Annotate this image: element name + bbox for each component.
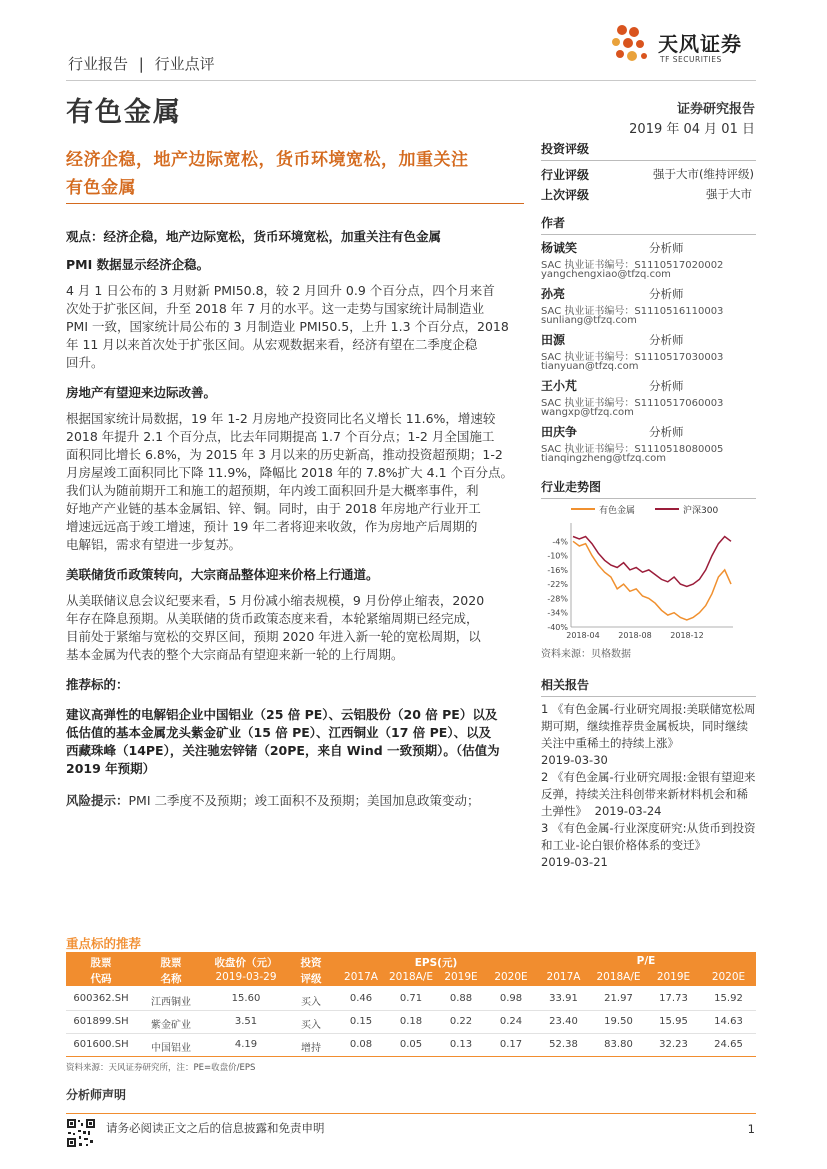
related-item-date: 2019-03-30 bbox=[541, 753, 608, 767]
section-picks-text bbox=[66, 706, 524, 778]
section-picks-title: 推荐标的： bbox=[66, 677, 129, 692]
cell-eps: 0.46 bbox=[349, 993, 373, 1004]
hdr-year: 2020E bbox=[711, 971, 746, 983]
cell-pe: 23.40 bbox=[549, 1016, 578, 1027]
y-tick-label: -10% bbox=[547, 551, 568, 561]
hdr-pe: P/E bbox=[636, 955, 656, 967]
table-divider bbox=[66, 1010, 756, 1011]
rating-value: 强于大市 bbox=[706, 187, 752, 201]
section-fed-title: 美联储货币政策转向，大宗商品整体迎来价格上行通道。 bbox=[66, 567, 379, 582]
cell-pe: 24.65 bbox=[714, 1039, 743, 1050]
series-line bbox=[573, 541, 731, 620]
paragraph-line: 目前处于紧缩与宽松的交界区间，预期 2020 年进入新一轮的宽松周期，以 bbox=[66, 629, 481, 644]
header-divider bbox=[66, 80, 756, 81]
viewpoint bbox=[66, 228, 524, 246]
logo-name-cn: 天风证券 bbox=[658, 32, 742, 56]
risk-label: 风险提示： bbox=[66, 793, 129, 808]
paragraph-line: 2019 年预期） bbox=[66, 761, 156, 776]
hdr-price1: 收盘价（元） bbox=[214, 957, 278, 969]
cell-eps: 0.24 bbox=[499, 1016, 523, 1027]
qr-code-icon bbox=[66, 1118, 96, 1148]
author-name: 田源 bbox=[541, 333, 566, 347]
paragraph-line: 西藏珠峰（14PE），关注驰宏锌锗（20PE，来自 Wind 一致预期）。（估值为 bbox=[66, 743, 500, 758]
rating-key: 上次评级 bbox=[541, 188, 590, 202]
related-item[interactable] bbox=[541, 769, 756, 820]
breadcrumb bbox=[68, 53, 215, 74]
related-head: 相关报告 bbox=[541, 676, 756, 697]
cell-eps: 0.13 bbox=[449, 1039, 473, 1050]
author-email[interactable]: wangxp@tfzq.com bbox=[541, 407, 634, 418]
cell-eps: 0.17 bbox=[499, 1039, 523, 1050]
author-entry bbox=[541, 239, 756, 285]
hdr-year: 2019E bbox=[444, 971, 478, 983]
paragraph-line: 我们认为随前期开工和施工的超预期，年内竣工面积回升是大概率事件，利 bbox=[66, 483, 479, 498]
cell-code: 600362.SH bbox=[73, 993, 129, 1004]
table-note: 资料来源：天风证券研究所，注：PE=收盘价/EPS bbox=[66, 1063, 256, 1073]
stocks-table bbox=[66, 952, 756, 1052]
cell-pe: 32.23 bbox=[659, 1039, 688, 1050]
cell-eps: 0.15 bbox=[349, 1016, 373, 1027]
section-fed-text bbox=[66, 592, 524, 664]
trend-chart-box bbox=[541, 478, 756, 660]
related-item-title[interactable]: 2 《有色金属-行业研究周报:金银有望迎来反弹，持续关注科创带来新材料机会和稀土弹性》 bbox=[541, 770, 756, 818]
chart-source: 资料来源：贝格数据 bbox=[541, 649, 631, 660]
y-tick-label: -40% bbox=[547, 623, 568, 632]
rating-key: 行业评级 bbox=[541, 168, 590, 182]
author-cert: SAC 执业证书编号：S1110517020002 bbox=[541, 260, 724, 271]
hdr-code1: 股票 bbox=[90, 957, 112, 969]
chart-title: 行业走势图 bbox=[541, 478, 756, 499]
section-property-title: 房地产有望迎来边际改善。 bbox=[66, 385, 217, 400]
cell-eps: 0.22 bbox=[449, 1016, 473, 1027]
hdr-year: 2018A/E bbox=[596, 971, 641, 983]
authors-box bbox=[541, 214, 756, 469]
rating-head: 投资评级 bbox=[541, 140, 756, 161]
cell-eps: 0.05 bbox=[399, 1039, 423, 1050]
x-tick-label: 2018-04 bbox=[566, 631, 600, 640]
section-pmi-title: PMI 数据显示经济企稳。 bbox=[66, 257, 210, 272]
cell-name: 江西铜业 bbox=[151, 997, 191, 1008]
hdr-year: 2017A bbox=[546, 971, 581, 983]
paragraph-line: 电解铝，需求有望进一步复苏。 bbox=[66, 537, 242, 552]
author-role: 分析师 bbox=[649, 333, 684, 347]
related-item[interactable] bbox=[541, 820, 756, 871]
cell-pe: 33.91 bbox=[549, 993, 578, 1004]
y-tick-label: -34% bbox=[547, 608, 568, 618]
rating-row bbox=[541, 164, 756, 184]
x-tick-label: 2018-08 bbox=[618, 631, 652, 640]
report-label: 证券研究报告 bbox=[676, 102, 755, 117]
cell-rating: 增持 bbox=[301, 1043, 321, 1054]
cell-price: 3.51 bbox=[234, 1016, 258, 1027]
y-tick-label: -22% bbox=[547, 580, 568, 590]
viewpoint-text: 经济企稳，地产边际宽松，货币环境宽松，加重关注有色金属 bbox=[103, 229, 442, 244]
cell-eps: 0.18 bbox=[399, 1016, 423, 1027]
author-email[interactable]: sunliang@tfzq.com bbox=[541, 315, 637, 326]
author-entry bbox=[541, 377, 756, 423]
x-tick-label: 2018-12 bbox=[670, 631, 704, 640]
author-role: 分析师 bbox=[649, 425, 684, 439]
paragraph-line: PMI 一致，国家统计局公布的 3 月制造业 PMI50.5，上升 1.3 个百分点，2018 bbox=[66, 319, 509, 334]
paragraph-line: 月房屋竣工面积同比下降 11.9%，降幅比 2018 年的 7.8%扩大 4.1 个百分点。 bbox=[66, 465, 513, 480]
author-role: 分析师 bbox=[649, 241, 684, 255]
viewpoint-label: 观点： bbox=[66, 229, 104, 244]
paragraph-line: 次处于扩张区间，升至 2018 年 7 月的水平。这一走势与国家统计局制造业 bbox=[66, 301, 485, 316]
trend-chart bbox=[541, 501, 756, 641]
cell-eps: 0.08 bbox=[349, 1039, 373, 1050]
cell-eps: 0.98 bbox=[499, 993, 523, 1004]
author-cert: SAC 执业证书编号：S1110516110003 bbox=[541, 306, 724, 317]
author-email[interactable]: tianqingzheng@tfzq.com bbox=[541, 453, 666, 464]
headline-line1: 经济企稳，地产边际宽松，货币环境宽松，加重关注 bbox=[66, 150, 469, 170]
paragraph-line: 年存在降息预期。从美联储的货币政策态度来看，本轮紧缩周期已经完成， bbox=[66, 611, 479, 626]
related-item-title[interactable]: 3 《有色金属-行业深度研究:从货币到投资和工业-论白银价格体系的变迁》 bbox=[541, 821, 756, 852]
cell-price: 15.60 bbox=[231, 993, 261, 1004]
paragraph-line: 回升。 bbox=[66, 355, 104, 370]
cell-pe: 19.50 bbox=[604, 1016, 633, 1027]
author-role: 分析师 bbox=[649, 379, 684, 393]
risk-note bbox=[66, 792, 524, 810]
rating-value: 强于大市(维持评级) bbox=[653, 167, 754, 181]
author-role: 分析师 bbox=[649, 287, 684, 301]
section-property-text bbox=[66, 410, 524, 554]
cell-pe: 83.80 bbox=[604, 1039, 633, 1050]
breadcrumb-sep: | bbox=[138, 55, 144, 73]
hdr-name1: 股票 bbox=[160, 957, 182, 969]
related-box bbox=[541, 676, 756, 871]
legend-label: 沪深300 bbox=[683, 506, 719, 516]
headline-line2: 有色金属 bbox=[66, 178, 136, 198]
related-item[interactable] bbox=[541, 701, 756, 769]
hdr-price2: 2019-03-29 bbox=[215, 971, 277, 983]
page-title: 有色金属 bbox=[66, 97, 182, 128]
cell-rating: 买入 bbox=[301, 1020, 321, 1031]
hdr-year: 2019E bbox=[656, 971, 691, 983]
logo-mark-icon bbox=[608, 22, 652, 66]
cell-eps: 0.88 bbox=[449, 993, 473, 1004]
hdr-rating1: 投资 bbox=[300, 957, 322, 969]
cell-name: 中国铝业 bbox=[151, 1043, 191, 1054]
cell-pe: 21.97 bbox=[604, 993, 633, 1004]
cell-code: 601600.SH bbox=[73, 1039, 129, 1050]
legend-label: 有色金属 bbox=[599, 506, 636, 516]
author-name: 王小芃 bbox=[541, 379, 578, 393]
author-entry bbox=[541, 423, 756, 469]
paragraph-line: 好地产产业链的基本金属铝、锌、铜。同时，由于 2018 年房地产行业开工 bbox=[66, 501, 481, 516]
report-subtype: 行业点评 bbox=[154, 55, 215, 73]
y-tick-label: -16% bbox=[547, 565, 568, 575]
hdr-year: 2017A bbox=[344, 971, 378, 983]
author-cert: SAC 执业证书编号：S1110518080005 bbox=[541, 444, 724, 455]
hdr-year: 2020E bbox=[494, 971, 528, 983]
paragraph-line: 增速远远高于竣工增速，预计 19 年二者将迎来收敛，作为房地产后周期的 bbox=[66, 519, 478, 534]
logo-name-en: TF SECURITIES bbox=[660, 55, 722, 64]
table-bottom bbox=[66, 1056, 756, 1057]
hdr-eps: EPS(元) bbox=[414, 957, 458, 969]
section-pmi-text bbox=[66, 282, 524, 372]
paragraph-line: 从美联储议息会议纪要来看，5 月份减小缩表规模，9 月份停止缩表，2020 bbox=[66, 593, 485, 608]
analyst-declaration[interactable]: 分析师声明 bbox=[66, 1088, 127, 1102]
page-number: 1 bbox=[747, 1122, 755, 1136]
rating-box bbox=[541, 140, 756, 204]
body-column bbox=[66, 228, 524, 810]
paragraph-line: 低估值的基本金属龙头紫金矿业（15 倍 PE）、江西铜业（17 倍 PE）、以及 bbox=[66, 725, 492, 740]
author-name: 孙亮 bbox=[541, 287, 566, 301]
cell-pe: 15.95 bbox=[659, 1016, 688, 1027]
table-divider bbox=[66, 1033, 756, 1034]
hdr-rating2: 评级 bbox=[300, 973, 322, 985]
author-email[interactable]: tianyuan@tfzq.com bbox=[541, 361, 639, 372]
cell-code: 601899.SH bbox=[73, 1016, 129, 1027]
headline-divider bbox=[66, 203, 524, 204]
risk-text: PMI 二季度不及预期；竣工面积不及预期；美国加息政策变动； bbox=[128, 793, 480, 808]
cell-name: 紫金矿业 bbox=[151, 1020, 191, 1031]
author-entry bbox=[541, 285, 756, 331]
authors-head: 作者 bbox=[541, 214, 756, 235]
author-entry bbox=[541, 331, 756, 377]
footer-divider bbox=[66, 1113, 756, 1114]
cell-rating: 买入 bbox=[301, 997, 321, 1008]
paragraph-line: 面积同比增长 6.8%，为 2015 年 3 月以来的历史新高，推动投资超预期；1-2 bbox=[66, 447, 503, 462]
hdr-name2: 名称 bbox=[160, 973, 182, 985]
cell-eps: 0.71 bbox=[399, 993, 423, 1004]
author-name: 田庆争 bbox=[541, 425, 578, 439]
report-type: 行业报告 bbox=[68, 55, 129, 73]
cell-pe: 17.73 bbox=[659, 993, 688, 1004]
company-logo bbox=[608, 22, 768, 72]
report-date: 2019 年 04 月 01 日 bbox=[629, 122, 755, 137]
paragraph-line: 建议高弹性的电解铝企业中国铝业（25 倍 PE）、云铝股份（20 倍 PE）以及 bbox=[66, 707, 498, 722]
hdr-year: 2018A/E bbox=[388, 971, 434, 983]
paragraph-line: 4 月 1 日公布的 3 月财新 PMI50.8，较 2 月回升 0.9 个百分点，四个月来首 bbox=[66, 283, 495, 298]
author-cert: SAC 执业证书编号：S1110517060003 bbox=[541, 398, 724, 409]
y-tick-label: -4% bbox=[552, 537, 568, 547]
author-email[interactable]: yangchengxiao@tfzq.com bbox=[541, 269, 671, 280]
stocks-title: 重点标的推荐 bbox=[66, 936, 142, 951]
hdr-code2: 代码 bbox=[90, 973, 112, 985]
disclaimer-notice[interactable]: 请务必阅读正文之后的信息披露和免责申明 bbox=[106, 1121, 325, 1135]
paragraph-line: 基本金属为代表的整个大宗商品有望迎来新一轮的上行周期。 bbox=[66, 647, 404, 662]
headline bbox=[66, 146, 526, 202]
related-item-date: 2019-03-24 bbox=[594, 804, 662, 818]
cell-price: 4.19 bbox=[234, 1039, 258, 1050]
paragraph-line: 2018 年提升 2.1 个百分点，比去年同期提高 1.7 个百分点；1-2 月全国施工 bbox=[66, 429, 495, 444]
cell-pe: 14.63 bbox=[714, 1016, 743, 1027]
paragraph-line: 年 11 月以来首次处于扩张区间。从宏观数据来看，经济有望在二季度企稳 bbox=[66, 337, 478, 352]
related-item-title[interactable]: 1 《有色金属-行业研究周报:美联储宽松周期可期，继续推荐贵金属板块，同时继续关注中重稀土的持续上涨》 bbox=[541, 702, 756, 750]
y-tick-label: -28% bbox=[547, 594, 568, 604]
rating-row bbox=[541, 184, 756, 204]
related-item-date: 2019-03-21 bbox=[541, 855, 608, 869]
cell-pe: 15.92 bbox=[714, 993, 743, 1004]
author-name: 杨诚笑 bbox=[541, 241, 578, 255]
paragraph-line: 根据国家统计局数据，19 年 1-2 月房地产投资同比名义增长 11.6%，增速较 bbox=[66, 411, 496, 426]
cell-pe: 52.38 bbox=[549, 1039, 578, 1050]
author-cert: SAC 执业证书编号：S1110517030003 bbox=[541, 352, 724, 363]
